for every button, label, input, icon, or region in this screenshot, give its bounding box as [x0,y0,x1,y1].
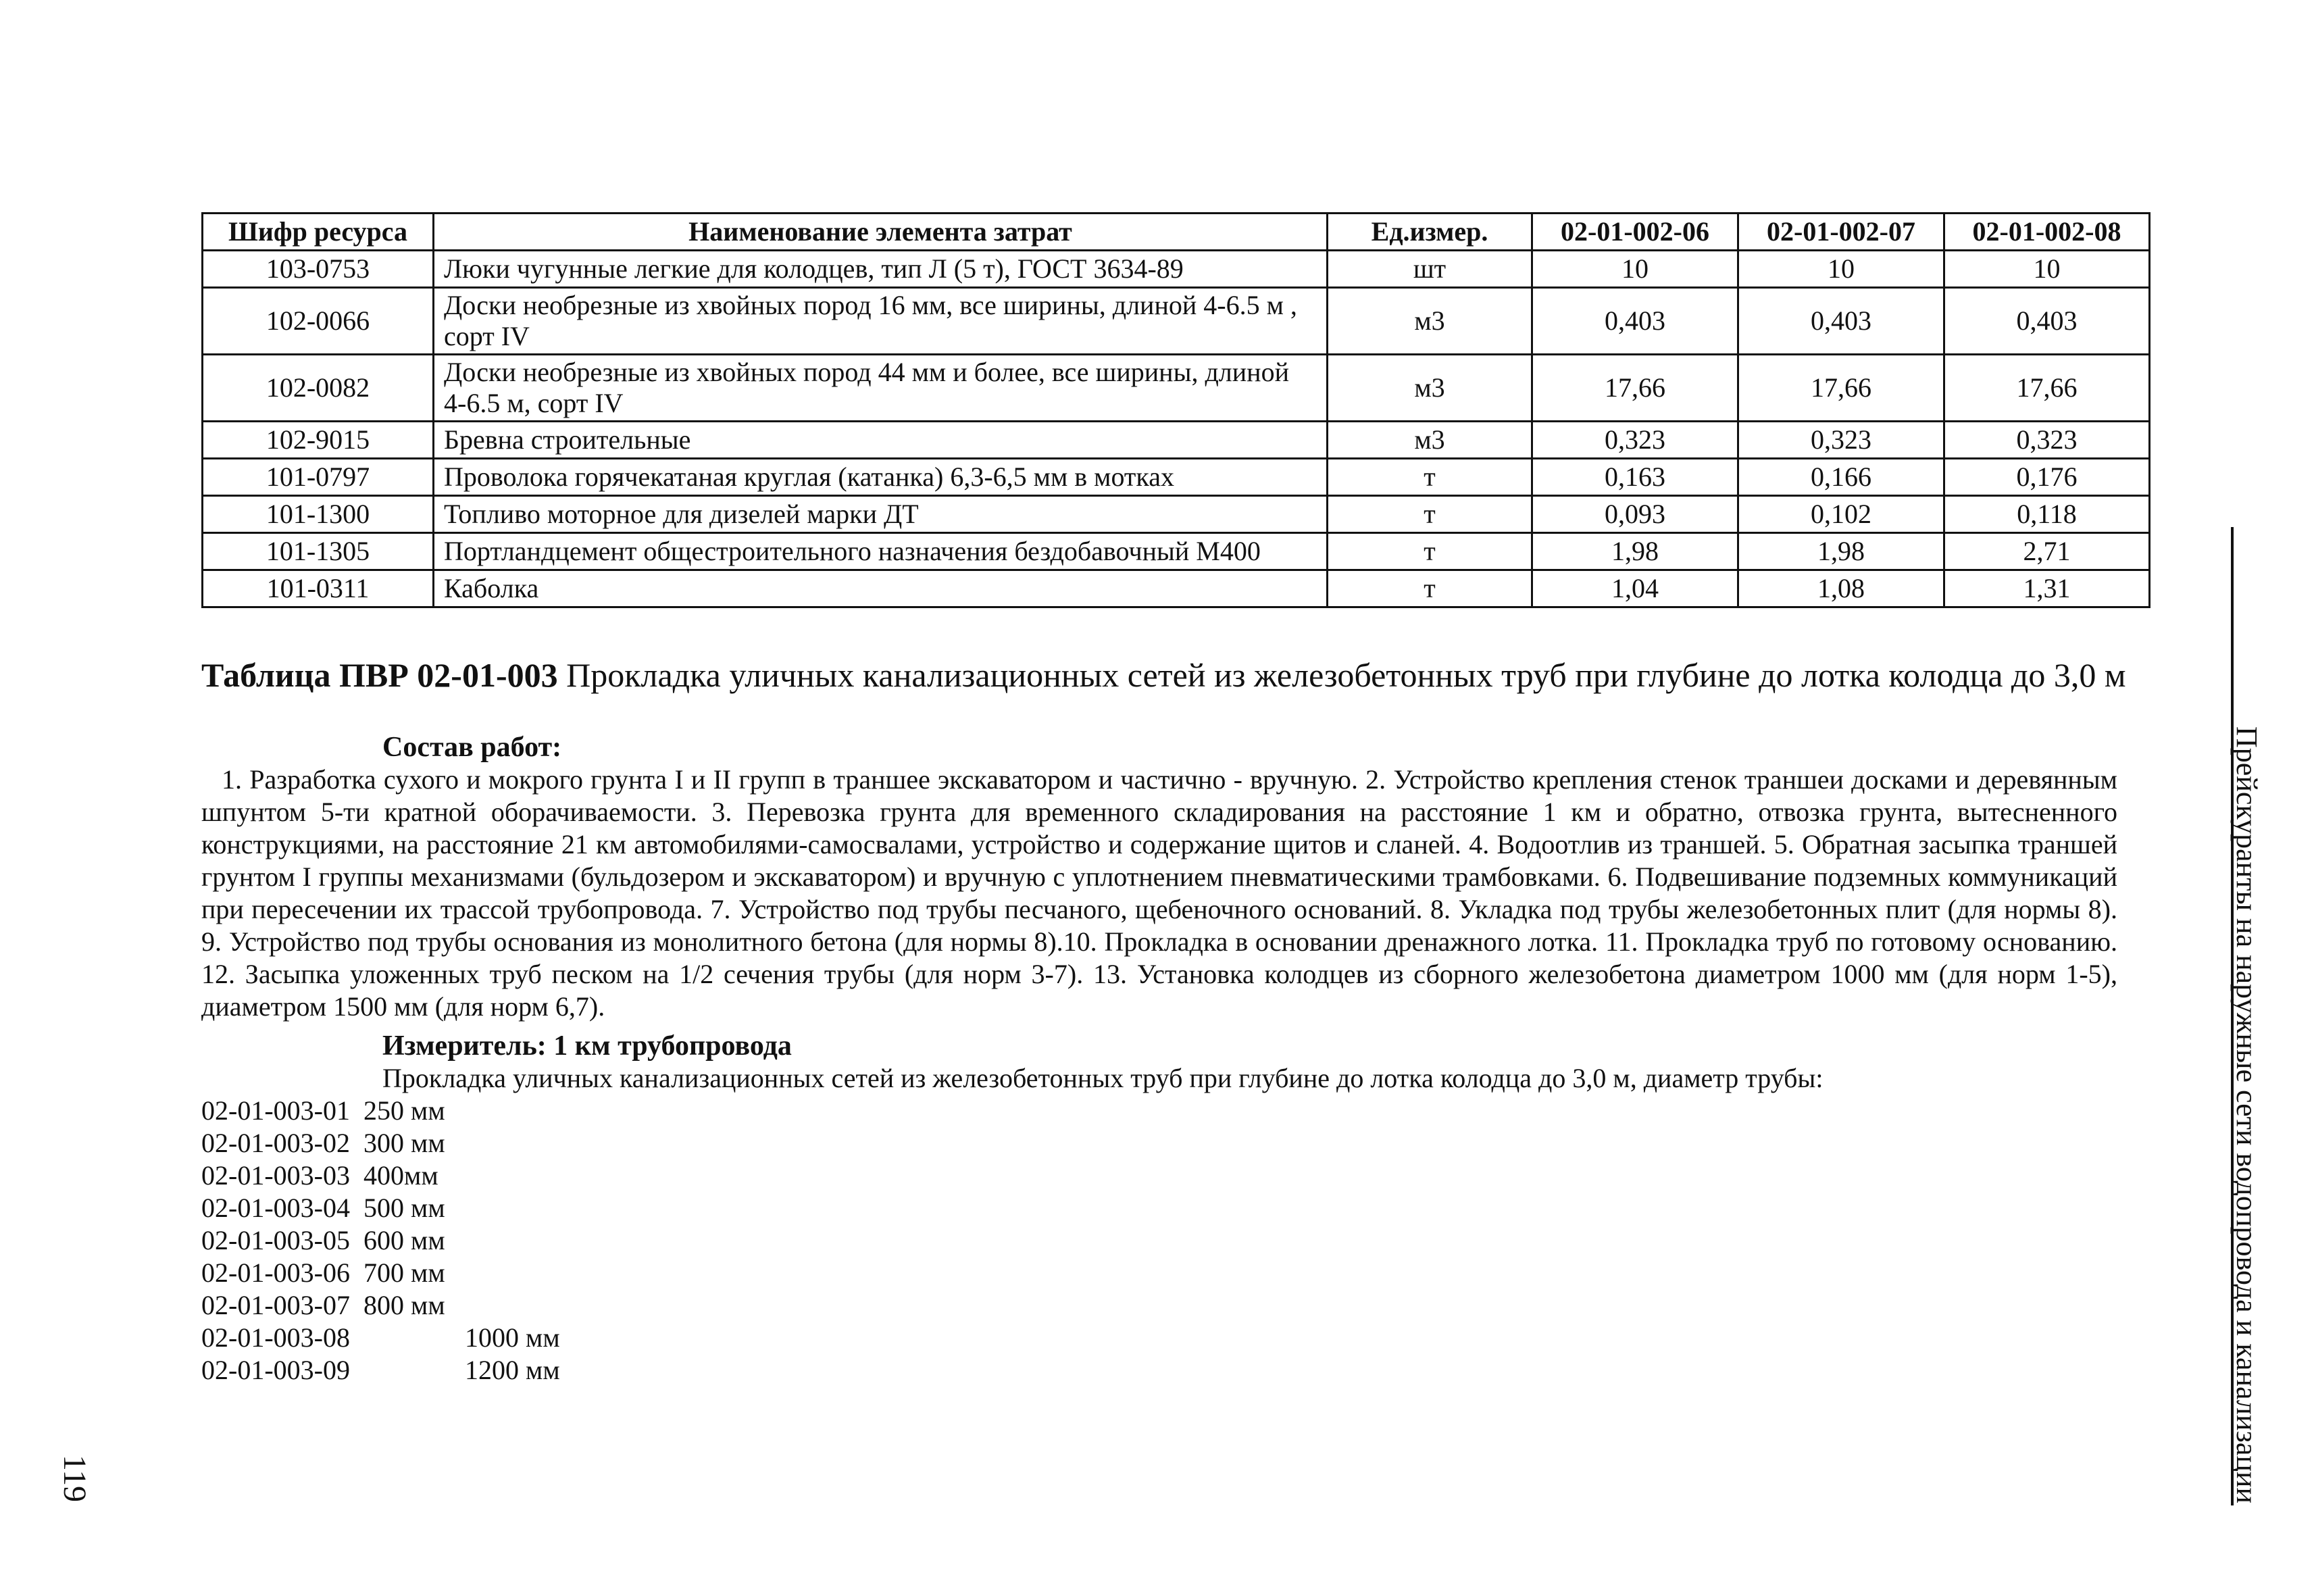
norm-size: 1200 мм [465,1355,560,1385]
table-row [203,251,2150,288]
norm-size: 300 мм [363,1128,445,1158]
cell-unit: м3 [1328,355,1532,422]
table-row [203,422,2150,459]
cell-name: Топливо моторное для дизелей марки ДТ [434,496,1328,533]
cell-value-08: 1,31 [1944,570,2150,607]
list-item [201,1159,560,1192]
list-item [201,1322,560,1354]
cell-value-06: 1,04 [1532,570,1738,607]
norm-codes-list [201,1095,560,1387]
list-item [201,1354,560,1387]
cell-value-07: 0,166 [1738,459,1944,496]
header-norm-08: 02-01-002-08 [1944,214,2150,251]
norm-code: 02-01-003-01 [201,1095,350,1126]
cell-unit: т [1328,533,1532,570]
table-row [203,496,2150,533]
cell-unit: т [1328,570,1532,607]
list-item [201,1224,560,1257]
cell-unit: т [1328,496,1532,533]
cell-value-07: 0,323 [1738,422,1944,459]
cell-code: 101-0797 [203,459,434,496]
cell-value-08: 17,66 [1944,355,2150,422]
table-row [203,288,2150,355]
resource-table [201,212,2150,608]
cell-code: 102-0082 [203,355,434,422]
list-item [201,1095,560,1127]
section-title: Прокладка уличных канализационных сетей из железобетонных труб при глубине до лотка колодца до 3,0 м [557,656,2126,694]
list-item [201,1289,560,1322]
cell-value-06: 1,98 [1532,533,1738,570]
works-description: 1. Разработка сухого и мокрого грунта I и II групп в траншее экскаватором и частично - вручную. 2. Устройство крепления стенок траншеи досками и деревянным шпунтом 5-ти кратной оборачиваемости. 3. Перевозка грунта для временного складирования на расстояние 1 км и обратно, отвозка грунта, вытесненного конструкциями, на расстояние 21 км автомобилями-самосвалами, устройство и содержание щитов и сланей. 4. Водоотлив из траншей. 5. Обратная засыпка траншей грунтом I группы механизмами (бульдозером и экскаватором) и вручную с уплотнением пневматическими трамбовками. 6. Подвешивание подземных коммуникаций при пересечении их трассой трубопровода. 7. Устройство под трубы песчаного, щебеночного оснований. 8. Укладка под трубы железобетонных плит (для нормы 8). 9. Устройство под трубы основания из монолитного бетона (для нормы 8).10. Прокладка в основании дренажного лотка. 11. Прокладка труб по готовому основанию. 12. Засыпка уложенных труб песком на 1/2 сечения трубы (для норм 3-7). 13. Установка колодцев из сборного железобетона диаметром 1000 мм (для норм 1-5), диаметром 1500 мм (для норм 6,7). [201,764,2117,1022]
list-item [201,1192,560,1224]
table-row [203,355,2150,422]
norm-size: 500 мм [363,1193,445,1223]
norm-size: 400мм [363,1160,438,1191]
header-norm-06: 02-01-002-06 [1532,214,1738,251]
norms-subtitle: Прокладка уличных канализационных сетей из железобетонных труб при глубине до лотка колодца до 3,0 м, диаметр трубы: [382,1063,1823,1093]
cell-code: 101-1305 [203,533,434,570]
norm-code: 02-01-003-06 [201,1257,350,1288]
cell-name: Портландцемент общестроительного назначения бездобавочный М400 [434,533,1328,570]
list-item [201,1257,560,1289]
cell-code: 102-0066 [203,288,434,355]
norm-size: 800 мм [363,1290,445,1320]
cell-value-07: 1,08 [1738,570,1944,607]
cell-name: Бревна строительные [434,422,1328,459]
cell-value-06: 10 [1532,251,1738,288]
cell-code: 101-1300 [203,496,434,533]
cell-name: Люки чугунные легкие для колодцев, тип Л (5 т), ГОСТ 3634-89 [434,251,1328,288]
cell-value-06: 0,323 [1532,422,1738,459]
norm-size: 250 мм [363,1095,445,1126]
section-code: Таблица ПВР 02-01-003 [201,656,558,694]
norm-size: 1000 мм [465,1322,560,1353]
list-item [201,1127,560,1159]
cell-value-07: 0,403 [1738,288,1944,355]
norm-code: 02-01-003-05 [201,1225,350,1255]
cell-value-08: 0,118 [1944,496,2150,533]
norm-code: 02-01-003-08 [201,1322,350,1353]
cell-code: 103-0753 [203,251,434,288]
cell-name: Каболка [434,570,1328,607]
section-heading [201,654,2147,696]
cell-name: Проволока горячекатаная круглая (катанка) 6,3-6,5 мм в мотках [434,459,1328,496]
cell-value-06: 0,403 [1532,288,1738,355]
norm-code: 02-01-003-04 [201,1193,350,1223]
cell-value-07: 10 [1738,251,1944,288]
header-unit: Ед.измер. [1328,214,1532,251]
running-title: Прейскуранты на наружные сети водопровода и канализации [2230,726,2263,1503]
cell-code: 101-0311 [203,570,434,607]
cell-value-08: 2,71 [1944,533,2150,570]
cell-value-07: 1,98 [1738,533,1944,570]
cell-value-06: 17,66 [1532,355,1738,422]
cell-unit: м3 [1328,288,1532,355]
measure-label: Измеритель: 1 км трубопровода [382,1030,792,1062]
table-header-row [203,214,2150,251]
cell-value-07: 0,102 [1738,496,1944,533]
norm-code: 02-01-003-02 [201,1128,350,1158]
cell-value-08: 0,403 [1944,288,2150,355]
cell-name: Доски необрезные из хвойных пород 44 мм и более, все ширины, длиной 4-6.5 м, сорт IV [434,355,1328,422]
cell-value-07: 17,66 [1738,355,1944,422]
norm-size: 600 мм [363,1225,445,1255]
cell-value-08: 0,323 [1944,422,2150,459]
cell-value-06: 0,093 [1532,496,1738,533]
norm-code: 02-01-003-03 [201,1160,350,1191]
norm-code: 02-01-003-09 [201,1355,350,1385]
header-code: Шифр ресурса [203,214,434,251]
table-row [203,459,2150,496]
cell-value-08: 10 [1944,251,2150,288]
table-row [203,570,2150,607]
cell-unit: т [1328,459,1532,496]
cell-name: Доски необрезные из хвойных пород 16 мм, все ширины, длиной 4-6.5 м , сорт IV [434,288,1328,355]
norm-code: 02-01-003-07 [201,1290,350,1320]
header-name: Наименование элемента затрат [434,214,1328,251]
page-number: 119 [57,1454,93,1503]
header-norm-07: 02-01-002-07 [1738,214,1944,251]
cell-value-08: 0,176 [1944,459,2150,496]
cell-value-06: 0,163 [1532,459,1738,496]
table-row [203,533,2150,570]
cell-unit: м3 [1328,422,1532,459]
composition-title: Состав работ: [382,732,562,763]
cell-unit: шт [1328,251,1532,288]
cell-code: 102-9015 [203,422,434,459]
norm-size: 700 мм [363,1257,445,1288]
